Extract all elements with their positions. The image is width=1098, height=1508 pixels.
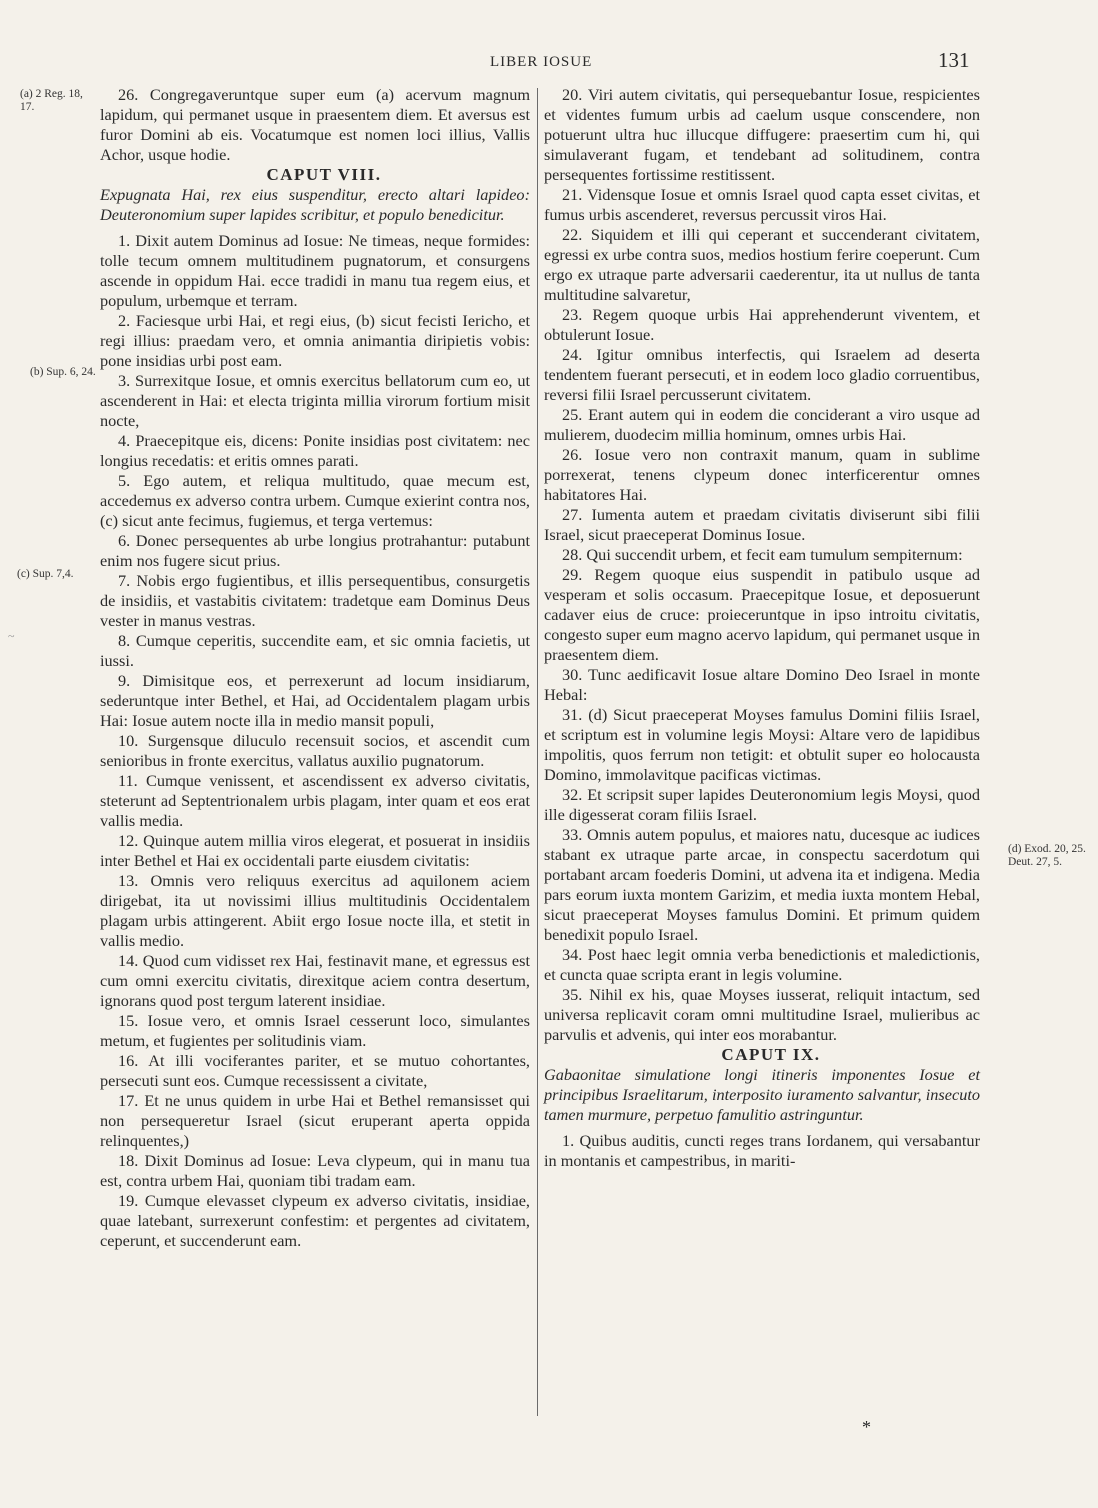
verse: 23. Regem quoque urbis Hai apprehenderunt viventem, et obtulerunt Iosue. <box>544 305 980 344</box>
verse: 24. Igitur omnibus interfectis, qui Israelem ad deserta tendentem fuerant persecuti, et in eodem loco gladio corruentibus, reversi filii Israel percusserunt civitatem. <box>544 345 980 404</box>
verse: 17. Et ne unus quidem in urbe Hai et Bethel remansisset qui non persequeretur Israel (sicut eruperant aperta oppida relinquentes,) <box>100 1091 530 1150</box>
column-divider <box>537 88 538 1416</box>
margin-note-b: (b) Sup. 6, 24. <box>30 366 96 378</box>
verse: 13. Omnis vero reliquus exercitus ad aquilonem aciem dirigebat, ita ut novissimi illius multitudinis Occidentalem plagam urbis attingerent. Abiit ergo Iosue nocte illa, et stetit in vallis medio. <box>100 871 530 950</box>
verse: 12. Quinque autem millia viros elegerat, et posuerat in insidiis inter Bethel et Hai ex occidentali parte eiusdem civitatis: <box>100 831 530 870</box>
verse: 11. Cumque venissent, et ascendissent ex adverso civitatis, steterunt ad Septentrionalem urbis plagam, inter quam et eos erat vallis media. <box>100 771 530 830</box>
verse: 7. Nobis ergo fugientibus, et illis persequentibus, consurgetis de insidiis, et vastabitis civitatem: tradetque eam Dominus Deus vester in manus vestras. <box>100 571 530 630</box>
verse: 21. Vidensque Iosue et omnis Israel quod capta esset civitas, et fumus urbis ascenderet, reversus percussit viros Hai. <box>544 185 980 224</box>
chapter-title: CAPUT VIII. <box>266 165 382 184</box>
verse: 2. Faciesque urbi Hai, et regi eius, (b) sicut fecisti Iericho, et regi illius: praedam vero, et omnia animantia diripietis vobis: pone insidias urbi post eam. <box>100 311 530 370</box>
verse: 35. Nihil ex his, quae Moyses iusserat, reliquit intactum, sed universa replicavit coram omni multitudine Israel, mulieribus ac parvulis et advenis, qui inter eos morabantur. <box>544 985 980 1044</box>
verse: 4. Praecepitque eis, dicens: Ponite insidias post civitatem: nec longius recedatis: et eritis omnes parati. <box>100 431 530 470</box>
margin-note-a: (a) 2 Reg. 18, 17. <box>20 88 83 113</box>
verse: 1. Quibus auditis, cuncti reges trans Iordanem, qui versabantur in montanis et campestribus, in mariti- <box>544 1131 980 1170</box>
verse: 26. Iosue vero non contraxit manum, quam in sublime porrexerat, tenens clypeum donec interficerentur omnes habitatores Hai. <box>544 445 980 504</box>
verse: 5. Ego autem, et reliqua multitudo, quae mecum est, accedemus ex adverso contra urbem. Cumque exierint contra nos, (c) sicut ante fecimus, fugiemus, et terga vertemus: <box>100 471 530 530</box>
verse: 1. Dixit autem Dominus ad Iosue: Ne timeas, neque formides: tolle tecum omnem multitudinem pugnatorum, et consurgens ascende in oppidum Hai. ecce tradidi in manu tua regem eius, et populum, urbemque et terram. <box>100 231 530 310</box>
page-number: 131 <box>938 48 970 72</box>
verse: 27. Iumenta autem et praedam civitatis diviserunt sibi filii Israel, sicut praeceperat Dominus Iosue. <box>544 505 980 544</box>
verse: 19. Cumque elevasset clypeum ex adverso civitatis, insidiae, quae latebant, surrexerunt confestim: et pergentes ad civitatem, ceperunt, et succenderunt eam. <box>100 1191 530 1250</box>
verse: 32. Et scripsit super lapides Deuteronomium legis Moysi, quod ille digesserat coram filiis Israel. <box>544 785 980 824</box>
verse: 28. Qui succendit urbem, et fecit eam tumulum sempiternum: <box>562 545 963 564</box>
verse: 8. Cumque ceperitis, succendite eam, et sic omnia facietis, ut iussi. <box>100 631 530 670</box>
right-column <box>544 85 980 1171</box>
verse: 34. Post haec legit omnia verba benedictionis et maledictionis, et cuncta quae scripta erant in legis volumine. <box>544 945 980 984</box>
verse: 25. Erant autem qui in eodem die conciderant a viro usque ad mulierem, duodecim millia hominum, omnes urbis Hai. <box>544 405 980 444</box>
chapter-title: CAPUT IX. <box>721 1045 821 1064</box>
verse: 15. Iosue vero, et omnis Israel cesserunt loco, simulantes metum, et fugientes per solitudinis viam. <box>100 1011 530 1050</box>
chapter-summary: Expugnata Hai, rex eius suspenditur, erecto altari lapideo: Deuteronomium super lapides scribitur, et populo benedicitur. <box>100 185 530 224</box>
verse: 29. Regem quoque eius suspendit in patibulo usque ad vesperam et solis occasum. Praecepitque Iosue, et deposuerunt cadaver eius de cruce: proieceruntque in ipso introitu civitatis, congesto super eum magno acervo lapidum, qui permanet usque in praesentem diem. <box>544 565 980 664</box>
verse: 16. At illi vociferantes pariter, et se mutuo cohortantes, persecuti sunt eos. Cumque recessissent a civitate, <box>100 1051 530 1090</box>
verse: 18. Dixit Dominus ad Iosue: Leva clypeum, qui in manu tua est, contra urbem Hai, quoniam tibi tradam eam. <box>100 1151 530 1190</box>
verse: 9. Dimisitque eos, et perrexerunt ad locum insidiarum, sederuntque inter Bethel, et Hai, ad Occidentalem plagam urbis Hai: Iosue autem nocte illa in medio mansit populi, <box>100 671 530 730</box>
running-header: LIBER IOSUE <box>490 54 593 70</box>
signature-mark: * <box>862 1417 871 1437</box>
verse: 33. Omnis autem populus, et maiores natu, ducesque ac iudices stabant ex utraque parte arcae, in conspectu sacerdotum qui portabant arcam foederis Domini, ut advena ita et indigena. Media pars eorum iuxta montem Garizim, et media iuxta montem Hebal, sicut praeceperat Moyses famulus Domini. Et primum quidem benedixit populo Israel. <box>544 825 980 944</box>
page-smudge-mark: ~ <box>8 629 15 643</box>
margin-note-d: (d) Exod. 20, 25. Deut. 27, 5. <box>1008 843 1086 868</box>
verse: 31. (d) Sicut praeceperat Moyses famulus Domini filiis Israel, et scriptum est in volumine legis Moysi: Altare vero de lapidibus impolitis, quos ferrum non tetigit: et obtulit super eo holocausta Domino, immolavitque pacificas victimas. <box>544 705 980 784</box>
verse: 26. Congregaveruntque super eum (a) acervum magnum lapidum, qui permanet usque in praesentem diem. Et aversus est furor Domini ab eis. Vocatumque est nomen loci illius, Vallis Achor, usque hodie. <box>100 85 530 164</box>
verse: 3. Surrexitque Iosue, et omnis exercitus bellatorum cum eo, ut ascenderent in Hai: et electa triginta millia virorum fortium misit nocte, <box>100 371 530 430</box>
chapter-summary: Gabaonitae simulatione longi itineris imponentes Iosue et principibus Israelitarum, interposito iuramento salvantur, insecuto tamen murmure, perpetuo famulitio astringuntur. <box>544 1065 980 1124</box>
verse: 6. Donec persequentes ab urbe longius protrahantur: putabunt enim nos fugere sicut prius. <box>100 531 530 570</box>
verse: 22. Siquidem et illi qui ceperant et succenderant civitatem, egressi ex urbe contra suos, medios hostium ferire coeperunt. Cum ergo ex utraque parte adversarii caederentur, ita ut nullus de tanta multitudine salvaretur, <box>544 225 980 304</box>
verse: 20. Viri autem civitatis, qui persequebantur Iosue, respicientes et videntes fumum urbis ad caelum usque conscendere, non potuerunt ultra huc illucque diffugere: praesertim cum hi, qui simulaverant fugam, et tendebant ad solitudinem, contra persequentes fortissime restitissent. <box>544 85 980 184</box>
verse: 14. Quod cum vidisset rex Hai, festinavit mane, et egressus est cum omni exercitu civitatis, direxitque aciem contra desertum, ignorans quod post tergum laterent insidiae. <box>100 951 530 1010</box>
verse: 10. Surgensque diluculo recensuit socios, et ascendit cum senioribus in fronte exercitus, vallatus auxilio pugnatorum. <box>100 731 530 770</box>
margin-note-c: (c) Sup. 7,4. <box>17 568 74 580</box>
verse: 30. Tunc aedificavit Iosue altare Domino Deo Israel in monte Hebal: <box>544 665 980 704</box>
left-column <box>100 85 530 1251</box>
